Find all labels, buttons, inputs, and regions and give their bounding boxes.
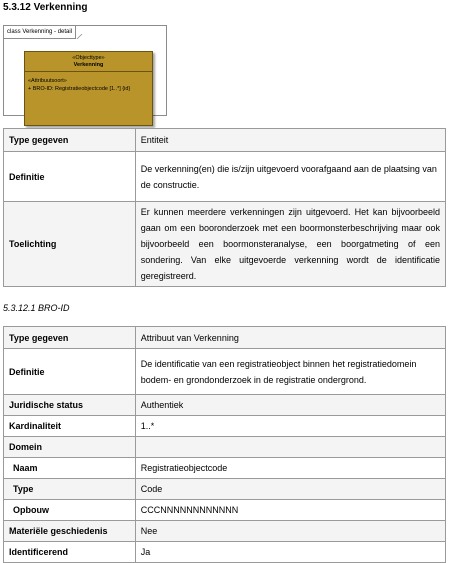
- table-row: [4, 500, 446, 521]
- table-row: [4, 395, 446, 416]
- row-value: De identificatie van een registratieobject binnen het registratiedomein bodem- en grondonderzoek in de registratie ondergrond.: [135, 349, 445, 395]
- row-label: Juridische status: [4, 395, 136, 416]
- row-label: Type: [4, 479, 136, 500]
- table-row: [4, 542, 446, 563]
- row-label: Definitie: [4, 349, 136, 395]
- table-row: [4, 349, 446, 395]
- table-row: [4, 416, 446, 437]
- row-value: Code: [135, 479, 445, 500]
- row-label: Opbouw: [4, 500, 136, 521]
- uml-diagram: [3, 25, 167, 116]
- row-label: Toelichting: [4, 202, 136, 287]
- table-row: [4, 129, 446, 152]
- row-value: Er kunnen meerdere verkenningen zijn uitgevoerd. Het kan bijvoorbeeld gaan om een booronderzoek met een boormonsterbeschrijving maar ook bijvoorbeeld een boormonsteranalyse, een boorgatmeting of een sondering. Van elke uitgevoerde verkenning wordt de identificatie geregistreerd.: [135, 202, 445, 287]
- row-value: Attribuut van Verkenning: [135, 327, 445, 349]
- diagram-frame-label: class Verkenning - detail: [4, 26, 76, 39]
- row-label: Naam: [4, 458, 136, 479]
- attribute-stereotype: «Attribuutsoort»: [28, 78, 67, 84]
- row-label: Identificerend: [4, 542, 136, 563]
- uml-class-header: [25, 52, 152, 72]
- table-row: [4, 152, 446, 202]
- row-value: CCCNNNNNNNNNNNN: [135, 500, 445, 521]
- row-label: Type gegeven: [4, 327, 136, 349]
- entity-table: [3, 128, 446, 287]
- class-name: Verkenning: [73, 62, 104, 68]
- row-label: Definitie: [4, 152, 136, 202]
- attribute-subheading: 5.3.12.1 BRO-ID: [3, 303, 70, 313]
- row-label: Materiële geschiedenis: [4, 521, 136, 542]
- row-label: Kardinaliteit: [4, 416, 136, 437]
- row-value: [135, 437, 445, 458]
- row-value: Authentiek: [135, 395, 445, 416]
- row-value: 1..*: [135, 416, 445, 437]
- table-row: [4, 458, 446, 479]
- row-value: Ja: [135, 542, 445, 563]
- table-row: [4, 202, 446, 287]
- class-stereotype: «Objecttype»: [72, 55, 105, 61]
- row-label: Type gegeven: [4, 129, 136, 152]
- table-row: [4, 437, 446, 458]
- row-value: Entiteit: [135, 129, 445, 152]
- section-heading: 5.3.12 Verkenning: [3, 2, 88, 13]
- uml-class-box: [24, 51, 153, 126]
- uml-class-attributes: [25, 72, 152, 98]
- table-row: [4, 479, 446, 500]
- attribute-line: + BRO-ID: Registratieobjectcode [1..*] {id}: [28, 86, 131, 92]
- table-row: [4, 327, 446, 349]
- table-row: [4, 521, 446, 542]
- row-value: De verkenning(en) die is/zijn uitgevoerd voorafgaand aan de plaatsing van de constructie.: [135, 152, 445, 202]
- row-value: Registratieobjectcode: [135, 458, 445, 479]
- attribute-table: [3, 326, 446, 563]
- row-value: Nee: [135, 521, 445, 542]
- row-label: Domein: [4, 437, 136, 458]
